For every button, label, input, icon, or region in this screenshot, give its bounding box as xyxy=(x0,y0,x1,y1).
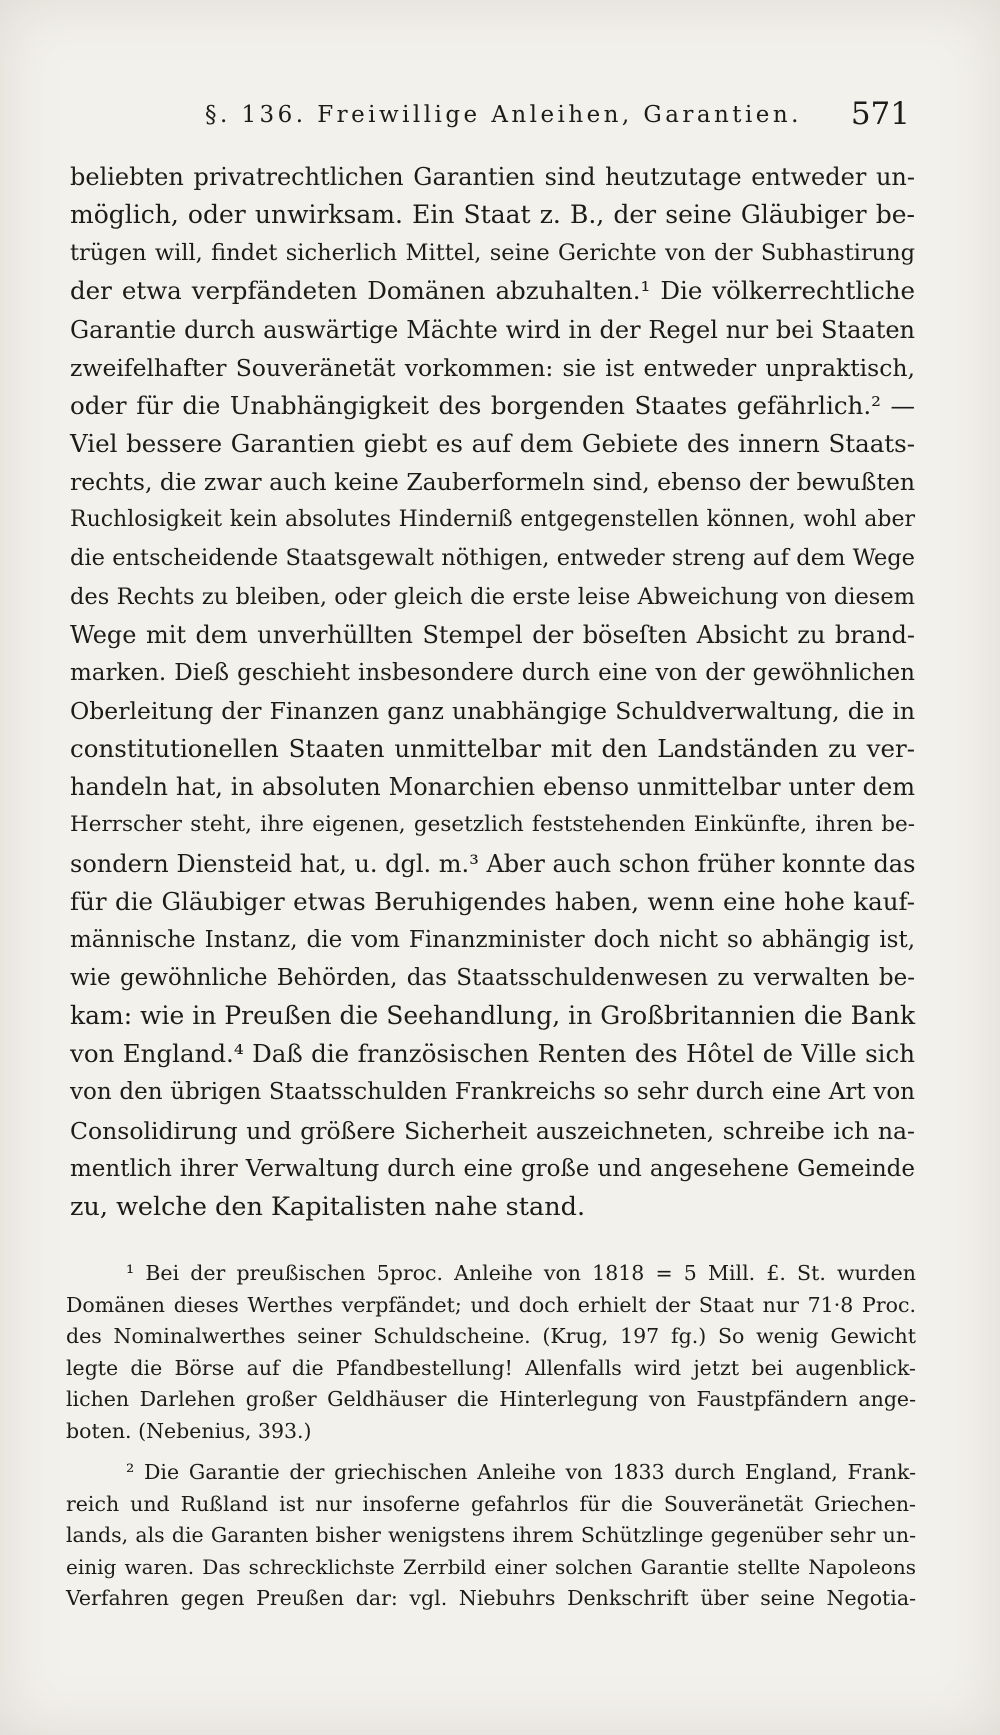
text-line: constitutionellen Staaten unmittelbar mit den Landständen zu ver- xyxy=(70,734,915,764)
footnote-line: lands, als die Garanten bisher wenigstens ihrem Schützlinge gegenüber sehr un- xyxy=(66,1523,916,1548)
text-line: Herrscher steht, ihre eigenen, gesetzlich feststehenden Einkünfte, ihren be- xyxy=(70,812,915,838)
footnote-1 xyxy=(66,1258,916,1448)
running-head-title: §. 136. Freiwillige Anleihen, Garantien. xyxy=(205,102,802,128)
text-line: rechts, die zwar auch keine Zauberformeln sind, ebenso der bewußten xyxy=(70,468,915,497)
footnote-line: des Nominalwerthes seiner Schuldscheine. (Krug, 197 fg.) So wenig Gewicht xyxy=(66,1324,916,1349)
page-number: 571 xyxy=(850,96,910,132)
text-line: Consolidirung und größere Sicherheit auszeichneten, schreibe ich na- xyxy=(70,1116,915,1145)
text-line: handeln hat, in absoluten Monarchien ebenso unmittelbar unter dem xyxy=(70,773,915,802)
text-line: zu, welche den Kapitalisten nahe stand. xyxy=(70,1191,586,1222)
text-line: Garantie durch auswärtige Mächte wird in der Regel nur bei Staaten xyxy=(70,315,915,344)
running-head xyxy=(205,96,910,136)
text-line: männische Instanz, die vom Finanzminister doch nicht so abhängig ist, xyxy=(70,926,915,953)
text-line: oder für die Unabhängigkeit des borgenden Staates gefährlich.² — xyxy=(70,390,915,420)
text-line: die entscheidende Staatsgewalt nöthigen, entweder streng auf dem Wege xyxy=(70,545,915,572)
text-line: von England.⁴ Daß die französischen Renten des Hôtel de Ville sich xyxy=(70,1039,915,1069)
text-line: sondern Diensteid hat, u. dgl. m.³ Aber auch schon früher konnte das xyxy=(70,849,916,878)
text-line: des Rechts zu bleiben, oder gleich die erste leise Abweichung von diesem xyxy=(70,583,915,610)
text-line: trügen will, findet sicherlich Mittel, seine Gerichte von der Subhastirung xyxy=(70,240,915,267)
text-line: mentlich ihrer Verwaltung durch eine große und angesehene Gemeinde xyxy=(70,1155,915,1182)
footnote-line: lichen Darlehen großer Geldhäuser die Hinterlegung von Faustpfändern ange- xyxy=(66,1387,916,1412)
text-line: beliebten privatrechtlichen Garantien sind heutzutage entweder un- xyxy=(70,163,915,191)
text-line: Viel bessere Garantien giebt es auf dem Gebiete des innern Staats- xyxy=(70,428,915,458)
footnote-line: ² Die Garantie der griechischen Anleihe von 1833 durch England, Frank- xyxy=(126,1460,916,1484)
footnote-line: Verfahren gegen Preußen dar: vgl. Niebuhrs Denkschrift über seine Negotia- xyxy=(66,1586,916,1611)
text-line: marken. Dieß geschieht insbesondere durch eine von der gewöhnlichen xyxy=(70,659,915,686)
text-line: wie gewöhnliche Behörden, das Staatsschuldenwesen zu verwalten be- xyxy=(70,964,915,991)
footnote-2 xyxy=(66,1457,916,1615)
text-line: für die Gläubiger etwas Beruhigendes haben, wenn eine hohe kauf- xyxy=(70,886,915,916)
text-line: von den übrigen Staatsschulden Frankreichs so sehr durch eine Art von xyxy=(70,1079,915,1106)
text-line: zweifelhafter Souveränetät vorkommen: sie ist entweder unpraktisch, xyxy=(70,353,915,382)
footnote-line: Domänen dieses Werthes verpfändet; und doch erhielt der Staat nur 71·8 Proc. xyxy=(66,1292,916,1317)
footnote-line: ¹ Bei der preußischen 5proc. Anleihe von 1818 = 5 Mill. £. St. wurden xyxy=(126,1261,916,1285)
text-line: Ruchlosigkeit kein absolutes Hinderniß entgegenstellen können, wohl aber xyxy=(70,507,915,533)
text-line: Wege mit dem unverhüllten Stempel der böseſten Absicht zu brand- xyxy=(70,620,915,649)
text-line: Oberleitung der Finanzen ganz unabhängige Schuldverwaltung, die in xyxy=(70,696,915,725)
text-line: kam: wie in Preußen die Seehandlung, in Großbritannien die Bank xyxy=(70,1001,916,1031)
text-line: der etwa verpfändeten Domänen abzuhalten.¹ Die völkerrechtliche xyxy=(70,276,915,306)
footnote-line: legte die Börse auf die Pfandbestellung! Allenfalls wird jetzt bei augenblick- xyxy=(66,1355,916,1380)
text-line: möglich, oder unwirksam. Ein Staat z. B., der seine Gläubiger be- xyxy=(70,200,915,230)
footnote-line: reich und Rußland ist nur insoferne gefahrlos für die Souveränetät Griechen- xyxy=(66,1491,916,1516)
main-text xyxy=(70,158,915,1226)
footnote-line: einig waren. Das schrecklichste Zerrbild einer solchen Garantie stellte Napoleons xyxy=(66,1554,916,1579)
footnote-line: boten. (Nebenius, 393.) xyxy=(66,1418,312,1443)
